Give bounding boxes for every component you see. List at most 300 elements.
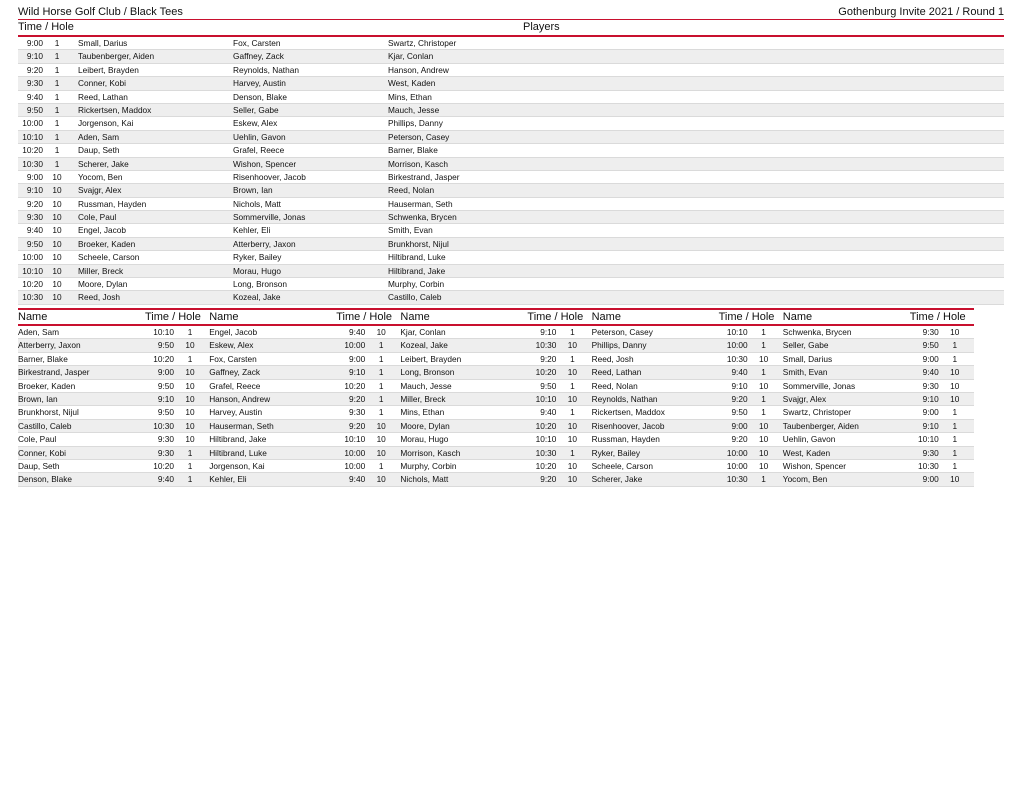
tee-time: 9:00: [922, 474, 939, 485]
start-hole: 10: [185, 393, 195, 404]
player-name: Denson, Blake: [18, 474, 72, 485]
tee-time: 9:30: [157, 434, 174, 445]
tee-time-row: [18, 64, 1004, 77]
tee-time: 9:30: [922, 327, 939, 337]
start-hole: 10: [758, 380, 769, 391]
tee-time: 10:00: [344, 460, 366, 471]
tee-time: 10:10: [344, 434, 366, 445]
start-hole: 1: [187, 353, 193, 364]
player-2: Sommerville, Jonas: [233, 212, 306, 223]
name-header: Name: [591, 311, 621, 323]
player-name: Nichols, Matt: [400, 474, 449, 485]
start-hole: 1: [952, 353, 958, 364]
start-hole: 1: [378, 407, 384, 418]
start-hole: 1: [187, 474, 193, 485]
player-name: Grafel, Reece: [209, 380, 261, 391]
tee-time: 10:10: [153, 327, 174, 337]
tee-time-row: [18, 198, 1004, 211]
tee-time: 9:00: [349, 353, 366, 364]
index-row: [18, 326, 974, 339]
player-2: Long, Bronson: [233, 279, 287, 290]
player-name: Phillips, Danny: [591, 340, 647, 351]
player-2: Atterberry, Jaxon: [233, 238, 296, 249]
start-hole: 10: [567, 474, 577, 485]
start-hole: 1: [952, 460, 958, 471]
name-header: Name: [782, 311, 813, 323]
player-3: Brunkhorst, Nijul: [388, 238, 449, 249]
start-hole: 10: [567, 340, 577, 351]
start-hole: 1: [952, 340, 958, 351]
player-name: Peterson, Casey: [591, 327, 653, 337]
player-name: Birkestrand, Jasper: [18, 367, 90, 378]
tee-time: 10:10: [535, 434, 557, 445]
start-hole: 10: [376, 420, 386, 431]
start-hole: 10: [950, 367, 960, 378]
player-name: Hiltibrand, Luke: [209, 447, 267, 458]
player-name: Uehlin, Gavon: [782, 434, 836, 445]
tee-time: 9:50: [26, 238, 43, 249]
start-hole: 1: [187, 460, 193, 471]
index-row: [18, 353, 974, 366]
player-name: Kozeal, Jake: [400, 340, 448, 351]
tee-time: 10:20: [153, 460, 174, 471]
tee-time: 9:20: [26, 198, 43, 209]
player-3: Hauserman, Seth: [388, 198, 453, 209]
tee-time: 9:50: [157, 407, 174, 418]
player-2: Nichols, Matt: [233, 198, 281, 209]
tee-time: 10:10: [726, 327, 748, 337]
start-hole: 10: [376, 434, 386, 445]
start-hole: 10: [52, 225, 62, 236]
player-name: Kjar, Conlan: [400, 327, 446, 337]
tee-time: 10:10: [22, 265, 43, 276]
tee-time: 9:50: [540, 380, 557, 391]
tee-time: 9:20: [349, 393, 366, 404]
player-name: Swartz, Christoper: [782, 407, 852, 418]
start-hole: 10: [758, 460, 769, 471]
start-hole: 1: [54, 38, 60, 48]
player-1: Aden, Sam: [78, 131, 120, 142]
player-name: Sommerville, Jonas: [782, 380, 856, 391]
start-hole: 1: [761, 407, 766, 418]
start-hole: 1: [187, 447, 193, 458]
players-header: Players: [523, 21, 560, 33]
player-name: Reynolds, Nathan: [591, 393, 658, 404]
player-2: Risenhoover, Jacob: [233, 171, 306, 182]
course-title: Wild Horse Golf Club / Black Tees: [18, 6, 183, 18]
start-hole: 10: [376, 447, 386, 458]
start-hole: 1: [378, 367, 384, 378]
player-name: Moore, Dylan: [400, 420, 450, 431]
index-row: [18, 433, 974, 446]
tee-time: 9:10: [540, 327, 557, 337]
start-hole: 10: [950, 380, 960, 391]
tee-time: 9:40: [26, 225, 43, 236]
player-name: Ryker, Bailey: [591, 447, 641, 458]
start-hole: 1: [378, 340, 384, 351]
start-hole: 1: [761, 340, 766, 351]
player-3: Morrison, Kasch: [388, 158, 448, 169]
player-2: Wishon, Spencer: [233, 158, 297, 169]
tee-time-row: [18, 91, 1004, 104]
tee-time: 10:20: [153, 353, 174, 364]
time-hole-header: Time / Hole: [909, 311, 966, 323]
player-1: Leibert, Brayden: [78, 64, 139, 75]
tee-time-row: [18, 77, 1004, 90]
start-hole: 10: [185, 407, 195, 418]
tee-time: 9:50: [922, 340, 939, 351]
start-hole: 1: [570, 353, 575, 364]
start-hole: 10: [185, 434, 195, 445]
tee-time: 10:20: [535, 420, 557, 431]
tee-time: 9:30: [922, 447, 939, 458]
index-row: [18, 460, 974, 473]
player-3: Birkestrand, Jasper: [388, 171, 460, 182]
player-1: Yocom, Ben: [78, 171, 123, 182]
start-hole: 1: [952, 447, 958, 458]
player-3: Murphy, Corbin: [388, 279, 445, 290]
start-hole: 10: [185, 420, 195, 431]
tee-time-row: [18, 278, 1004, 291]
start-hole: 10: [950, 474, 960, 485]
start-hole: 1: [570, 380, 575, 391]
tee-time-row: [18, 184, 1004, 197]
player-name: Reed, Nolan: [591, 380, 638, 391]
start-hole: 10: [185, 340, 195, 351]
tee-time: 9:40: [26, 91, 43, 102]
index-row: [18, 406, 974, 419]
tee-time: 9:20: [26, 64, 43, 75]
tee-time: 9:40: [922, 367, 939, 378]
tee-time: 10:30: [22, 158, 43, 169]
tee-time-row: [18, 251, 1004, 264]
tee-time: 9:20: [540, 474, 557, 485]
index-row: [18, 420, 974, 433]
start-hole: 10: [567, 393, 577, 404]
start-hole: 1: [187, 327, 193, 337]
player-3: Swartz, Christoper: [388, 38, 457, 48]
index-row: [18, 393, 974, 406]
start-hole: 1: [761, 367, 766, 378]
player-name: Scheele, Carson: [591, 460, 653, 471]
player-2: Kehler, Eli: [233, 225, 271, 236]
tee-time: 9:10: [922, 393, 939, 404]
player-1: Scherer, Jake: [78, 158, 129, 169]
tee-time: 9:50: [26, 104, 43, 115]
start-hole: 1: [761, 474, 766, 485]
tee-time: 9:10: [349, 367, 366, 378]
time-hole-header: Time / Hole: [527, 311, 584, 323]
tee-time-row: [18, 144, 1004, 157]
tee-time: 10:20: [535, 367, 557, 378]
player-3: Mins, Ethan: [388, 91, 432, 102]
start-hole: 1: [54, 78, 60, 89]
start-hole: 10: [52, 279, 62, 290]
start-hole: 10: [52, 265, 62, 276]
tee-sheet-header: [18, 19, 1004, 37]
player-2: Reynolds, Nathan: [233, 64, 299, 75]
player-2: Eskew, Alex: [233, 118, 278, 129]
start-hole: 10: [758, 447, 769, 458]
player-name: Reed, Josh: [591, 353, 634, 364]
player-1: Jorgenson, Kai: [78, 118, 134, 129]
start-hole: 1: [570, 407, 575, 418]
start-hole: 1: [378, 460, 384, 471]
player-name: Morau, Hugo: [400, 434, 449, 445]
player-name: Aden, Sam: [18, 327, 60, 337]
start-hole: 1: [761, 393, 766, 404]
time-hole-header: Time / Hole: [18, 21, 74, 33]
player-name: Brunkhorst, Nijul: [18, 407, 79, 418]
tee-time: 10:20: [344, 380, 366, 391]
player-1: Svajgr, Alex: [78, 185, 122, 196]
tee-time-row: [18, 211, 1004, 224]
player-name: Leibert, Brayden: [400, 353, 462, 364]
tee-time: 9:30: [349, 407, 366, 418]
player-3: Hiltibrand, Jake: [388, 265, 446, 276]
player-name: Risenhoover, Jacob: [591, 420, 665, 431]
start-hole: 10: [950, 393, 960, 404]
player-1: Reed, Josh: [78, 292, 120, 303]
player-name: Yocom, Ben: [782, 474, 828, 485]
start-hole: 1: [952, 420, 958, 431]
time-hole-header: Time / Hole: [718, 311, 775, 323]
tee-time-row: [18, 291, 1004, 304]
player-name: Eskew, Alex: [209, 340, 254, 351]
tee-time: 10:20: [22, 279, 43, 290]
tee-time: 10:00: [726, 340, 748, 351]
tee-time: 9:10: [157, 393, 174, 404]
player-name: Svajgr, Alex: [782, 393, 827, 404]
tee-time: 10:30: [918, 460, 939, 471]
index-row: [18, 473, 974, 486]
tee-time-row: [18, 131, 1004, 144]
start-hole: 10: [52, 252, 62, 263]
start-hole: 1: [761, 327, 766, 337]
tee-time: 9:00: [922, 407, 939, 418]
tee-time: 10:30: [535, 447, 557, 458]
event-title: Gothenburg Invite 2021 / Round 1: [838, 6, 1004, 18]
player-2: Morau, Hugo: [233, 265, 281, 276]
player-name: Barner, Blake: [18, 353, 68, 364]
tee-time: 10:20: [22, 145, 43, 156]
player-3: West, Kaden: [388, 78, 436, 89]
player-2: Harvey, Austin: [233, 78, 286, 89]
start-hole: 1: [54, 51, 60, 62]
start-hole: 10: [52, 171, 62, 182]
player-name: Rickertsen, Maddox: [591, 407, 665, 418]
player-index-header: [18, 308, 974, 326]
player-name: Schwenka, Brycen: [782, 327, 852, 337]
player-1: Reed, Lathan: [78, 91, 128, 102]
player-index: [18, 308, 974, 487]
name-header: Name: [18, 311, 48, 323]
tee-time: 9:30: [157, 447, 174, 458]
tee-time: 9:30: [26, 78, 43, 89]
tee-time: 10:30: [726, 474, 748, 485]
tee-time: 9:40: [349, 474, 366, 485]
player-2: Gaffney, Zack: [233, 51, 284, 62]
tee-time: 9:40: [540, 407, 557, 418]
tee-time: 9:00: [922, 353, 939, 364]
name-header: Name: [400, 311, 430, 323]
tee-time: 9:20: [540, 353, 557, 364]
name-header: Name: [209, 311, 239, 323]
tee-time: 10:30: [22, 292, 43, 303]
tee-time: 10:00: [726, 460, 748, 471]
player-2: Ryker, Bailey: [233, 252, 282, 263]
tee-time-row: [18, 104, 1004, 117]
player-3: Kjar, Conlan: [388, 51, 434, 62]
player-name: Hanson, Andrew: [209, 393, 271, 404]
tee-time: 9:50: [157, 380, 174, 391]
start-hole: 10: [567, 434, 577, 445]
tee-time: 10:00: [344, 340, 366, 351]
start-hole: 10: [567, 367, 577, 378]
player-3: Barner, Blake: [388, 145, 438, 156]
player-2: Seller, Gabe: [233, 104, 279, 115]
player-name: Hiltibrand, Jake: [209, 434, 267, 445]
player-name: Wishon, Spencer: [782, 460, 846, 471]
player-3: Hiltibrand, Luke: [388, 252, 446, 263]
player-name: Cole, Paul: [18, 434, 57, 445]
index-row: [18, 380, 974, 393]
tee-time: 10:10: [918, 434, 939, 445]
start-hole: 10: [52, 292, 62, 303]
player-name: Small, Darius: [782, 353, 833, 364]
tee-time: 10:00: [22, 252, 43, 263]
time-hole-header: Time / Hole: [145, 311, 201, 323]
start-hole: 10: [376, 327, 386, 337]
index-row: [18, 447, 974, 460]
start-hole: 1: [952, 407, 958, 418]
tee-time: 9:00: [26, 171, 43, 182]
player-1: Taubenberger, Aiden: [78, 51, 155, 62]
start-hole: 10: [567, 460, 577, 471]
player-3: Mauch, Jesse: [388, 104, 440, 115]
player-name: Gaffney, Zack: [209, 367, 261, 378]
player-3: Phillips, Danny: [388, 118, 443, 129]
player-name: Morrison, Kasch: [400, 447, 461, 458]
tee-time-row: [18, 265, 1004, 278]
tee-time: 9:00: [26, 38, 43, 48]
player-name: Conner, Kobi: [18, 447, 66, 458]
tee-time: 10:00: [726, 447, 748, 458]
player-name: Mins, Ethan: [400, 407, 445, 418]
tee-time: 9:10: [731, 380, 748, 391]
start-hole: 10: [758, 420, 769, 431]
start-hole: 1: [570, 327, 575, 337]
player-name: Reed, Lathan: [591, 367, 642, 378]
tee-time: 10:00: [344, 447, 366, 458]
tee-time: 9:10: [26, 185, 43, 196]
start-hole: 10: [185, 367, 195, 378]
start-hole: 1: [952, 434, 958, 445]
player-1: Scheele, Carson: [78, 252, 140, 263]
player-name: Long, Bronson: [400, 367, 455, 378]
tee-time: 9:10: [26, 51, 43, 62]
tee-time: 9:40: [157, 474, 174, 485]
tee-time-row: [18, 171, 1004, 184]
player-name: Engel, Jacob: [209, 327, 258, 337]
start-hole: 10: [185, 380, 195, 391]
index-row: [18, 339, 974, 352]
player-name: Seller, Gabe: [782, 340, 829, 351]
player-3: Smith, Evan: [388, 225, 433, 236]
start-hole: 10: [758, 434, 769, 445]
player-name: Kehler, Eli: [209, 474, 247, 485]
player-name: Atterberry, Jaxon: [18, 340, 81, 351]
start-hole: 1: [378, 393, 384, 404]
player-name: Broeker, Kaden: [18, 380, 76, 391]
start-hole: 10: [52, 198, 62, 209]
player-3: Schwenka, Brycen: [388, 212, 457, 223]
player-name: Scherer, Jake: [591, 474, 643, 485]
tee-time-row: [18, 50, 1004, 63]
tee-sheet: [18, 19, 1004, 305]
start-hole: 1: [54, 91, 60, 102]
tee-time: 9:00: [731, 420, 748, 431]
tee-time: 10:20: [535, 460, 557, 471]
start-hole: 10: [52, 212, 62, 223]
player-1: Rickertsen, Maddox: [78, 104, 152, 115]
tee-time: 9:30: [26, 212, 43, 223]
tee-time: 9:50: [731, 407, 748, 418]
start-hole: 1: [54, 145, 60, 156]
start-hole: 1: [378, 353, 384, 364]
player-name: Taubenberger, Aiden: [782, 420, 859, 431]
player-1: Miller, Breck: [78, 265, 124, 276]
tee-time-row: [18, 117, 1004, 130]
player-1: Small, Darius: [78, 38, 128, 48]
player-name: Russman, Hayden: [591, 434, 660, 445]
player-name: Harvey, Austin: [209, 407, 263, 418]
start-hole: 10: [567, 420, 577, 431]
tee-time-row: [18, 37, 1004, 50]
tee-time-row: [18, 224, 1004, 237]
player-name: Fox, Carsten: [209, 353, 257, 364]
player-1: Broeker, Kaden: [78, 238, 136, 249]
start-hole: 10: [376, 474, 386, 485]
tee-time: 9:40: [349, 327, 366, 337]
player-name: Smith, Evan: [782, 367, 828, 378]
tee-time: 10:30: [535, 340, 557, 351]
player-1: Engel, Jacob: [78, 225, 126, 236]
player-1: Daup, Seth: [78, 145, 120, 156]
tee-time: 9:30: [922, 380, 939, 391]
tee-time: 10:00: [22, 118, 43, 129]
tee-time: 9:00: [157, 367, 174, 378]
player-2: Kozeal, Jake: [233, 292, 281, 303]
tee-time: 10:10: [535, 393, 557, 404]
player-1: Moore, Dylan: [78, 279, 128, 290]
time-hole-header: Time / Hole: [336, 311, 393, 323]
start-hole: 1: [54, 131, 60, 142]
player-2: Fox, Carsten: [233, 38, 281, 48]
player-name: Mauch, Jesse: [400, 380, 452, 391]
player-2: Brown, Ian: [233, 185, 273, 196]
player-name: Jorgenson, Kai: [209, 460, 265, 471]
start-hole: 10: [950, 327, 960, 337]
tee-time: 9:20: [731, 393, 748, 404]
start-hole: 1: [570, 447, 575, 458]
start-hole: 10: [52, 185, 62, 196]
player-3: Hanson, Andrew: [388, 64, 449, 75]
player-3: Castillo, Caleb: [388, 292, 442, 303]
start-hole: 1: [54, 104, 60, 115]
index-row: [18, 366, 974, 379]
start-hole: 1: [54, 64, 60, 75]
